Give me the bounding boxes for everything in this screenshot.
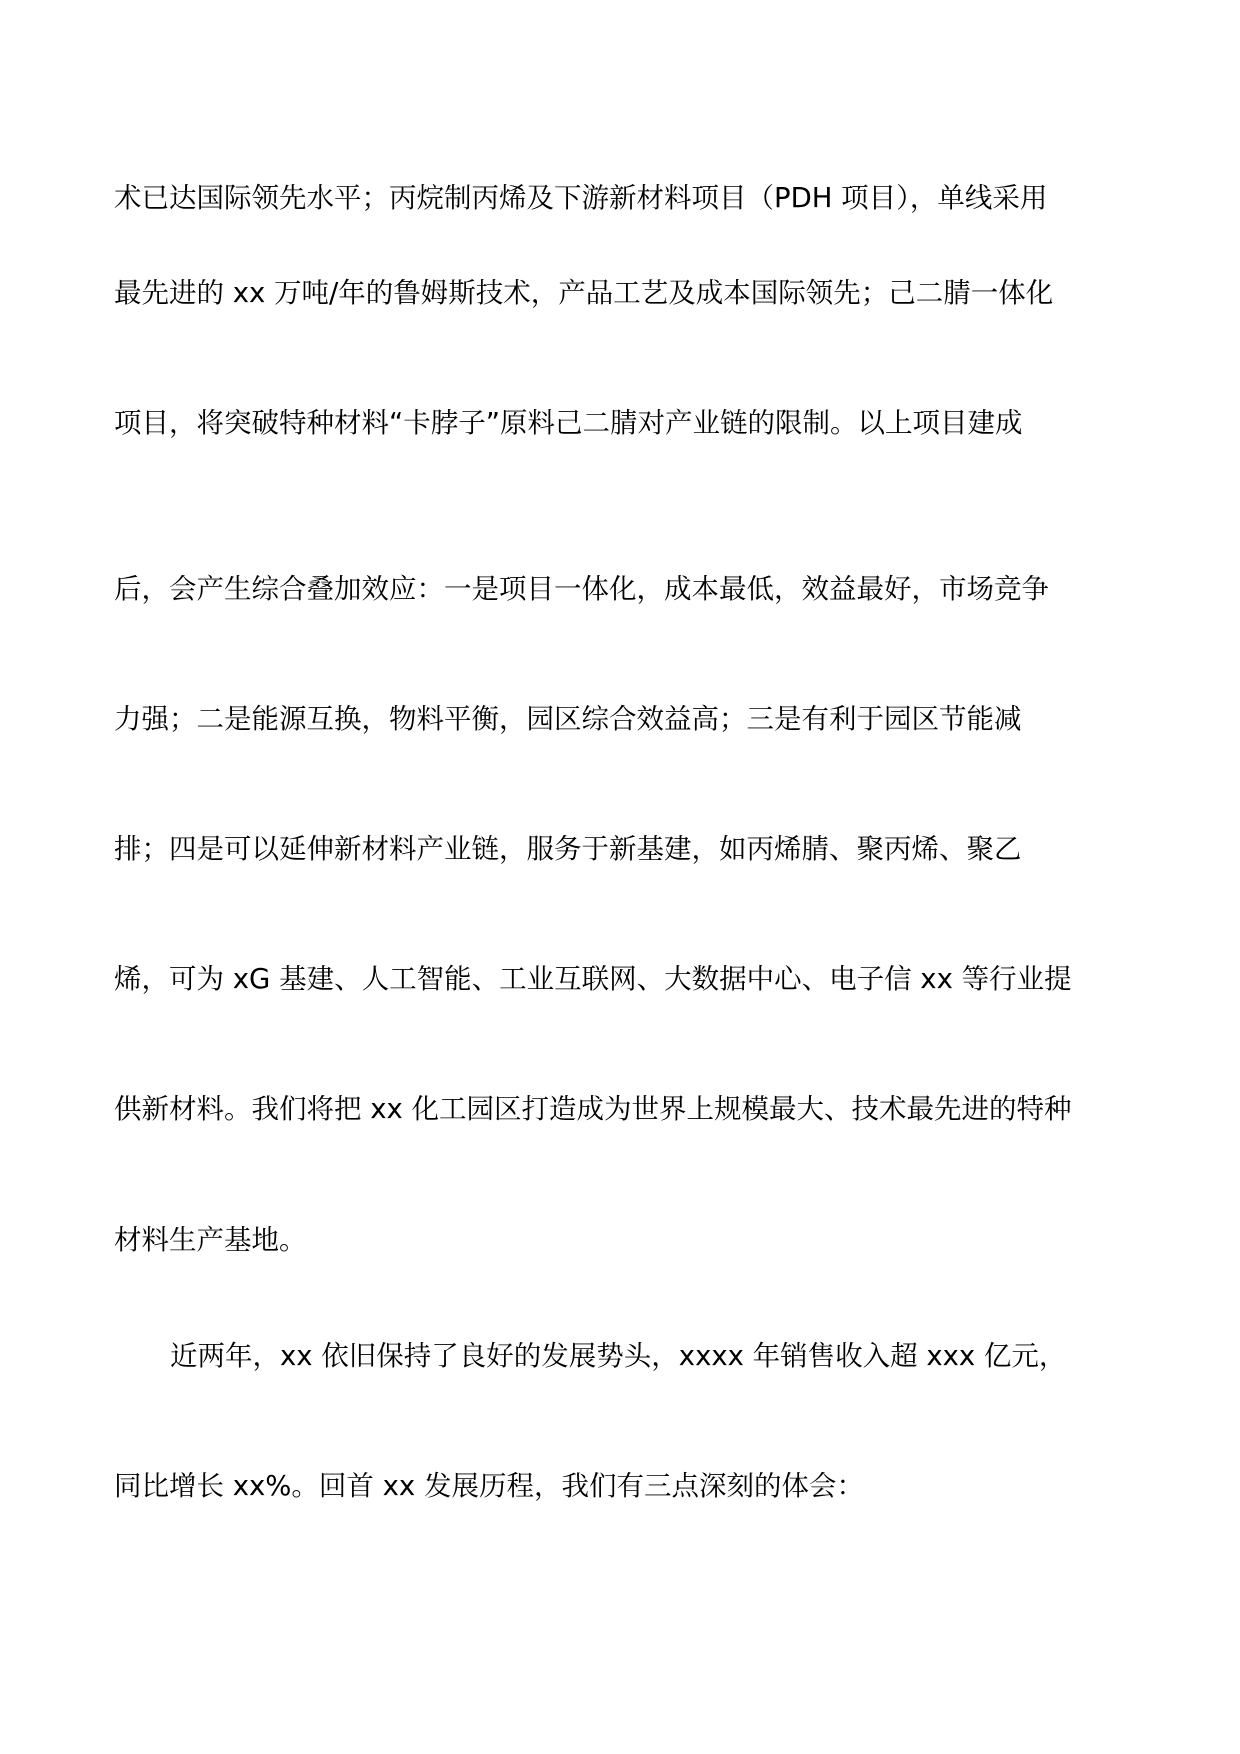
paragraph-1-line-7: 烯，可为 xG 基建、人工智能、工业互联网、大数据中心、电子信 xx 等行业提 — [114, 963, 1072, 995]
paragraph-1-line-1: 术已达国际领先水平；丙烷制丙烯及下游新材料项目（PDH 项目），单线采用 — [114, 182, 1048, 214]
paragraph-1-line-9: 材料生产基地。 — [114, 1224, 307, 1256]
paragraph-1-line-8: 供新材料。我们将把 xx 化工园区打造成为世界上规模最大、技术最先进的特种 — [114, 1093, 1072, 1125]
paragraph-2-line-2: 同比增长 xx%。回首 xx 发展历程，我们有三点深刻的体会： — [114, 1470, 864, 1502]
paragraph-1-line-5: 力强；二是能源互换，物料平衡，园区综合效益高；三是有利于园区节能减 — [114, 703, 1022, 735]
paragraph-1-line-2: 最先进的 xx 万吨/年的鲁姆斯技术，产品工艺及成本国际领先；己二腈一体化 — [114, 277, 1054, 309]
paragraph-1-line-4: 后，会产生综合叠加效应：一是项目一体化，成本最低，效益最好，市场竞争 — [114, 573, 1049, 605]
paragraph-1-line-6: 排；四是可以延伸新材料产业链，服务于新基建，如丙烯腈、聚丙烯、聚乙 — [114, 833, 1022, 865]
paragraph-2-line-1: 近两年，xx 依旧保持了良好的发展势头，xxxx 年销售收入超 xxx 亿元， — [170, 1340, 1067, 1372]
paragraph-1-line-3: 项目，将突破特种材料“卡脖子”原料己二腈对产业链的限制。以上项目建成 — [114, 407, 1023, 439]
